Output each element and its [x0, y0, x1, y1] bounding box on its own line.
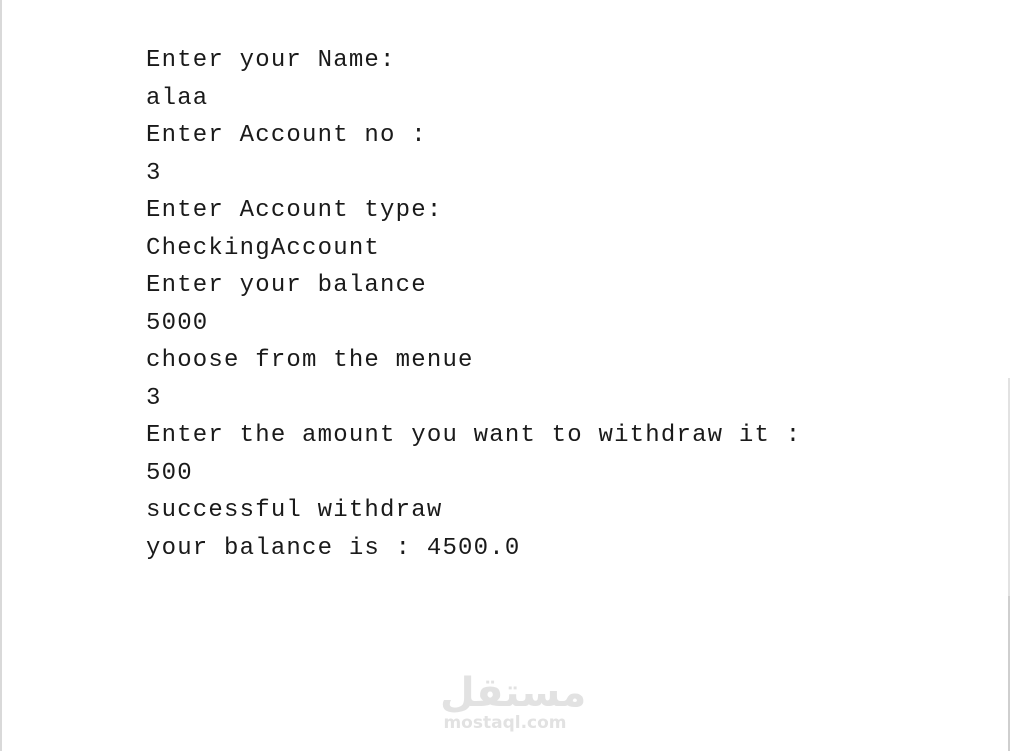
console-text — [146, 42, 801, 567]
mostaql-watermark — [440, 670, 587, 742]
prompt-name: Enter your Name: — [146, 47, 396, 74]
watermark-logo: مستقل — [440, 670, 587, 716]
input-account-no: 3 — [146, 159, 162, 187]
prompt-menu: choose from the menue — [146, 347, 474, 374]
watermark-url: mostaql.com — [443, 713, 567, 733]
prompt-account-type: Enter Account type: — [146, 197, 443, 224]
input-name: alaa — [146, 84, 209, 112]
message-balance: your balance is : 4500.0 — [146, 534, 521, 562]
prompt-withdraw-amount: Enter the amount you want to withdraw it : — [146, 422, 802, 449]
message-success: successful withdraw — [146, 497, 443, 524]
window-left-border — [0, 0, 2, 751]
input-balance: 5000 — [146, 309, 209, 337]
input-menu-choice: 3 — [146, 384, 162, 412]
prompt-balance: Enter your balance — [146, 272, 427, 299]
input-account-type: CheckingAccount — [146, 234, 381, 262]
prompt-account-no: Enter Account no : — [146, 122, 427, 149]
input-withdraw-amount: 500 — [146, 459, 193, 487]
